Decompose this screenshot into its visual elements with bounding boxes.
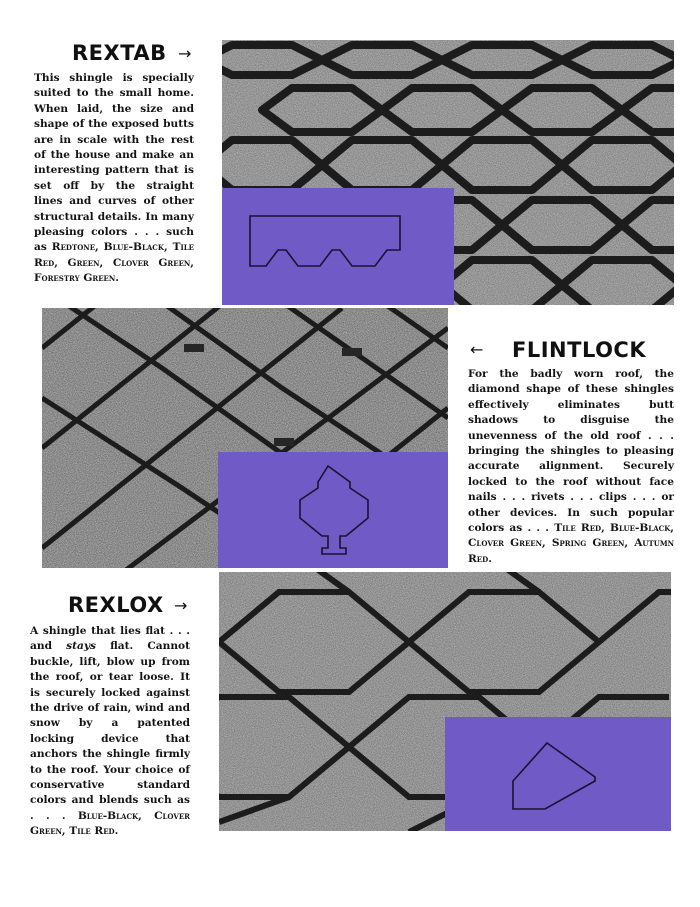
rextab-arrow-icon: →	[178, 44, 192, 63]
flintlock-shingle-outline-icon	[218, 452, 448, 568]
flintlock-shape-card	[218, 452, 448, 568]
flintlock-color-list: Tile Red, Blue-Black, Clover Green, Spring Green, Autumn Red.	[468, 522, 674, 565]
flintlock-arrow-icon: ←	[470, 340, 484, 359]
rexlox-text-2: flat. Cannot buckle, lift, blow up from the roof, or tear loose. It is securely locked against the drive of rain, wind and snow by a patented locking device that anchors the shingle firmly to the roof. Your choice of conservative standard colors and blends such as . . .	[30, 640, 191, 822]
rextab-text: This shingle is specially suited to the small home. When laid, the size and shape of the exposed butts are in scale with the rest of the house and make an interesting pattern that is set off by the straight lines and curves of other structural details. In many pleasing colors . . . such as	[34, 72, 194, 254]
rexlox-title: REXLOX	[68, 593, 164, 617]
rexlox-color-list: Blue-Black, Clover Green, Tile Red.	[30, 809, 190, 838]
flintlock-photo	[42, 308, 448, 568]
flintlock-title: FLINTLOCK	[512, 338, 647, 362]
rexlox-shape-card	[445, 717, 671, 831]
rexlox-text-italic: stays	[66, 640, 96, 653]
rextab-description	[34, 71, 194, 287]
rextab-color-list: Redtone, Blue-Black, Tile Red, Green, Clover Green, Forestry Green.	[34, 241, 194, 285]
rexlox-arrow-icon: →	[174, 596, 188, 615]
flintlock-description	[468, 367, 674, 567]
flintlock-text: For the badly worn roof, the diamond shape of these shingles effectively eliminates butt shadows to disguise the unevenness of the old roof . . . bringing the shingles to pleasing accurate alignment. Securely locked to the roof without face nails . . . rivets . . . clips . . . or other devices. In such popular colors as . . .	[468, 368, 674, 535]
rexlox-photo	[219, 572, 671, 831]
rexlox-description	[30, 624, 190, 840]
rexlox-text-1: A shingle that lies flat . . . and	[30, 625, 190, 653]
rexlox-shingle-outline-icon	[445, 717, 671, 831]
rextab-photo	[222, 40, 674, 305]
rextab-shingle-outline-icon	[222, 188, 454, 305]
rextab-title: REXTAB	[72, 41, 167, 65]
rextab-shape-card	[222, 188, 454, 305]
